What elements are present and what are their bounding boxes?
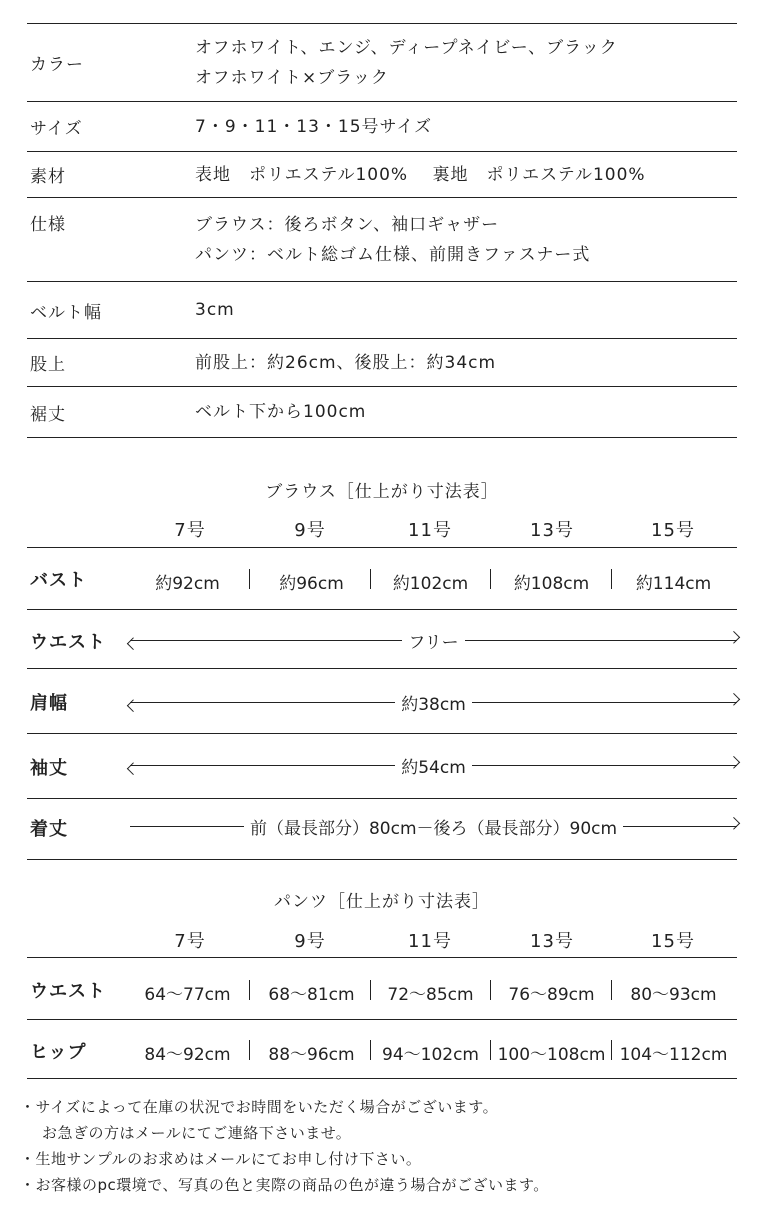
spec-label: 股上 <box>30 355 66 375</box>
waist-cell: 68〜81cm <box>268 985 355 1005</box>
spec-table <box>27 23 737 438</box>
blouse-size-header <box>27 516 737 546</box>
divider <box>27 547 737 548</box>
waist-cell: 64〜77cm <box>144 985 231 1005</box>
spec-value: 前股上：約26cm、後股上：約34cm <box>195 352 497 373</box>
divider <box>27 798 737 799</box>
shoulder-value: 約38cm <box>401 694 466 715</box>
spec-label: ベルト幅 <box>30 302 102 323</box>
size-header-cell: 7号 <box>174 931 206 952</box>
divider <box>27 1078 737 1079</box>
waist-range-arrow <box>130 628 737 652</box>
spec-row-color <box>27 23 737 102</box>
arrow-right-line <box>623 826 737 827</box>
spec-row-material <box>27 152 737 198</box>
row-label-hip: ヒップ <box>30 1042 87 1063</box>
arrow-left-line <box>130 640 402 641</box>
note-item: ・サイズによって在庫の状況でお時間をいただく場合がございます。 <box>20 1098 499 1116</box>
spec-row-belt-width <box>27 282 737 339</box>
size-header-cell: 9号 <box>294 520 326 541</box>
row-label-bust: バスト <box>30 570 87 591</box>
hip-cell: 104〜112cm <box>619 1045 728 1065</box>
size-header-cell: 15号 <box>651 931 695 952</box>
divider <box>27 957 737 958</box>
cell-separator <box>249 980 250 1000</box>
size-header-cell: 11号 <box>408 931 452 952</box>
waist-cell: 76〜89cm <box>508 985 595 1005</box>
row-label-sleeve: 袖丈 <box>30 758 68 779</box>
spec-value <box>195 198 737 270</box>
waist-cell: 72〜85cm <box>387 985 474 1005</box>
color-line-2: オフホワイト×ブラック <box>195 67 389 88</box>
hip-cell: 94〜102cm <box>382 1045 479 1065</box>
cell-separator <box>611 1040 612 1060</box>
arrow-right-line <box>465 640 737 641</box>
divider <box>27 733 737 734</box>
hip-cell: 88〜96cm <box>268 1045 355 1065</box>
size-header-cell: 13号 <box>530 520 574 541</box>
length-range-arrow <box>130 814 737 838</box>
row-label-pants-waist: ウエスト <box>30 981 106 1002</box>
spec-value: ベルト下から100cm <box>195 402 367 422</box>
row-label-waist: ウエスト <box>30 632 106 653</box>
bust-cell: 約108cm <box>513 574 590 594</box>
arrow-right-line <box>472 702 737 703</box>
spec-label: 仕様 <box>30 215 66 235</box>
spec-value <box>195 33 737 93</box>
divider <box>27 668 737 669</box>
divider <box>27 1019 737 1020</box>
size-header-cell: 9号 <box>294 931 326 952</box>
feature-line-2: パンツ：ベルト総ゴム仕様、前開きファスナー式 <box>195 245 591 265</box>
bust-cell: 約92cm <box>155 574 220 594</box>
spec-label: カラー <box>30 55 84 75</box>
spec-label: 素材 <box>30 167 66 187</box>
note-item: ・生地サンプルのお求めはメールにてお申し付け下さい。 <box>20 1150 422 1168</box>
cell-separator <box>249 1040 250 1060</box>
bust-cell: 約102cm <box>392 574 469 594</box>
hip-cell: 100〜108cm <box>497 1045 606 1065</box>
hip-cell: 84〜92cm <box>144 1045 231 1065</box>
divider <box>27 859 737 860</box>
waist-cell: 80〜93cm <box>630 985 717 1005</box>
arrow-left-line <box>130 826 244 827</box>
spec-value: 表地 ポリエステル100% 裏地 ポリエステル100% <box>195 164 646 185</box>
bust-cell: 約96cm <box>279 574 344 594</box>
note-item: ・お客様のpc環境で、写真の色と実際の商品の色が違う場合がございます。 <box>20 1176 549 1194</box>
shoulder-range-arrow <box>130 690 737 714</box>
sleeve-value: 約54cm <box>401 757 466 778</box>
cell-separator <box>611 569 612 589</box>
sleeve-range-arrow <box>130 753 737 777</box>
color-line-1: オフホワイト、エンジ、ディープネイビー、ブラック <box>195 37 618 58</box>
spec-row-feature <box>27 198 737 282</box>
pants-size-header <box>27 927 737 957</box>
spec-row-rise <box>27 339 737 387</box>
size-header-cell: 13号 <box>530 931 574 952</box>
bust-cell: 約114cm <box>635 574 712 594</box>
spec-value: 3cm <box>195 300 235 320</box>
blouse-table-title: ブラウス［仕上がり寸法表］ <box>265 482 499 502</box>
spec-row-length <box>27 387 737 438</box>
arrow-right-line <box>472 765 737 766</box>
arrow-left-line <box>130 702 395 703</box>
row-label-shoulder: 肩幅 <box>30 693 68 714</box>
size-header-cell: 11号 <box>408 520 452 541</box>
cell-separator <box>249 569 250 589</box>
spec-label: 裾丈 <box>30 404 66 425</box>
pants-table-title: パンツ［仕上がり寸法表］ <box>274 892 490 912</box>
notes <box>20 1094 760 1198</box>
spec-row-size <box>27 102 737 152</box>
spec-label: サイズ <box>30 119 83 139</box>
size-header-cell: 15号 <box>651 520 695 541</box>
waist-value: フリー <box>408 632 459 653</box>
length-value: 前（最長部分）80cm－後ろ（最長部分）90cm <box>249 818 618 839</box>
cell-separator <box>611 980 612 1000</box>
row-label-length: 着丈 <box>30 819 68 840</box>
arrow-left-line <box>130 765 395 766</box>
size-header-cell: 7号 <box>174 520 206 541</box>
feature-line-1: ブラウス：後ろボタン、袖口ギャザー <box>195 215 500 235</box>
divider <box>27 609 737 610</box>
note-item: お急ぎの方はメールにてご連絡下さいませ。 <box>42 1124 352 1142</box>
spec-value: 7・9・11・13・15号サイズ <box>195 116 433 137</box>
